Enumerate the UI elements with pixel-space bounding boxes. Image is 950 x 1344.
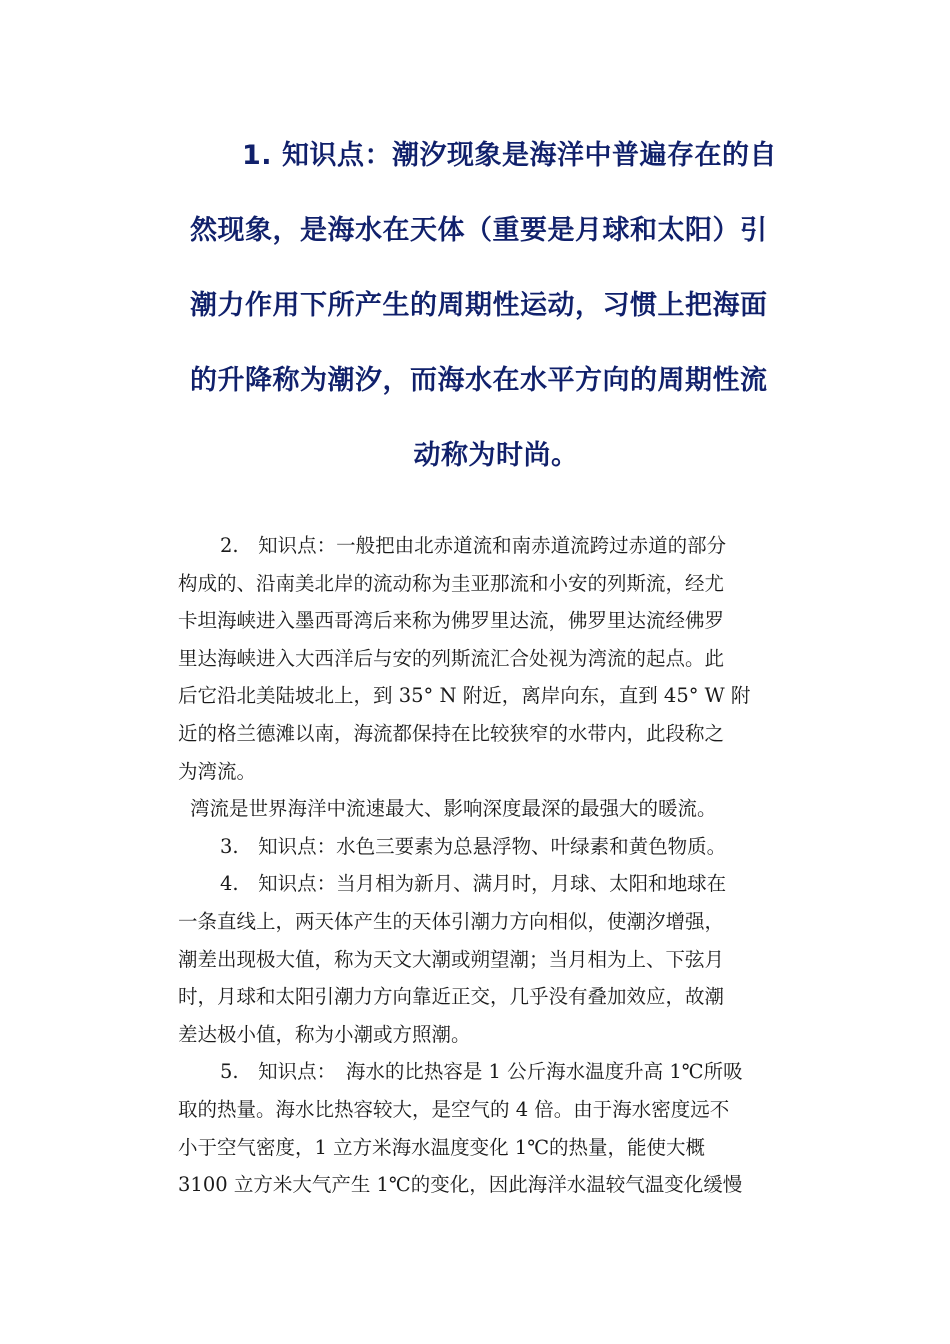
body-line: 构成的、沿南美北岸的流动称为圭亚那流和小安的列斯流，经尤	[178, 571, 725, 595]
body-line: 湾流是世界海洋中流速最大、影响深度最深的最强大的暖流。	[190, 797, 717, 821]
heading-line: 动称为时尚。	[413, 440, 579, 471]
body-line: 5. 知识点： 海水的比热容是 1 公斤海水温度升高 1℃所吸	[220, 1060, 743, 1084]
heading-line: 然现象，是海水在天体（重要是月球和太阳）引	[190, 215, 768, 246]
body-line: 卡坦海峡进入墨西哥湾后来称为佛罗里达流，佛罗里达流经佛罗	[178, 609, 725, 633]
body-line: 里达海峡进入大西洋后与安的列斯流汇合处视为湾流的起点。此	[178, 646, 725, 670]
body-line: 潮差出现极大值，称为天文大潮或朔望潮；当月相为上、下弦月	[178, 947, 725, 971]
body-line: 小于空气密度，1 立方米海水温度变化 1℃的热量，能使大概	[178, 1135, 706, 1159]
heading-line: 1. 知识点：潮汐现象是海洋中普遍存在的自	[242, 140, 777, 171]
heading-line: 的升降称为潮汐，而海水在水平方向的周期性流	[190, 365, 768, 396]
body-line: 3. 知识点：水色三要素为总悬浮物、叶绿素和黄色物质。	[220, 834, 727, 858]
body-line: 取的热量。海水比热容较大，是空气的 4 倍。由于海水密度远不	[178, 1097, 730, 1121]
heading-paragraph	[190, 118, 802, 493]
body-line: 为湾流。	[178, 759, 257, 783]
body-line: 后它沿北美陆坡北上，到 35° N 附近，离岸向东，直到 45° W 附	[178, 684, 751, 708]
body-line: 近的格兰德滩以南，海流都保持在比较狭窄的水带内，此段称之	[178, 721, 725, 745]
body-line: 一条直线上，两天体产生的天体引潮力方向相似，使潮汐增强，	[178, 909, 725, 933]
body-line: 时，月球和太阳引潮力方向靠近正交，几乎没有叠加效应，故潮	[178, 985, 725, 1009]
body-line: 4. 知识点：当月相为新月、满月时，月球、太阳和地球在	[220, 872, 727, 896]
body-line: 差达极小值，称为小潮或方照潮。	[178, 1022, 471, 1046]
body-text	[178, 527, 804, 1204]
heading-line: 潮力作用下所产生的周期性运动，习惯上把海面	[190, 290, 768, 321]
body-line: 2. 知识点：一般把由北赤道流和南赤道流跨过赤道的部分	[220, 534, 727, 557]
body-line: 3100 立方米大气产生 1℃的变化，因此海洋水温较气温变化缓慢	[178, 1173, 743, 1197]
